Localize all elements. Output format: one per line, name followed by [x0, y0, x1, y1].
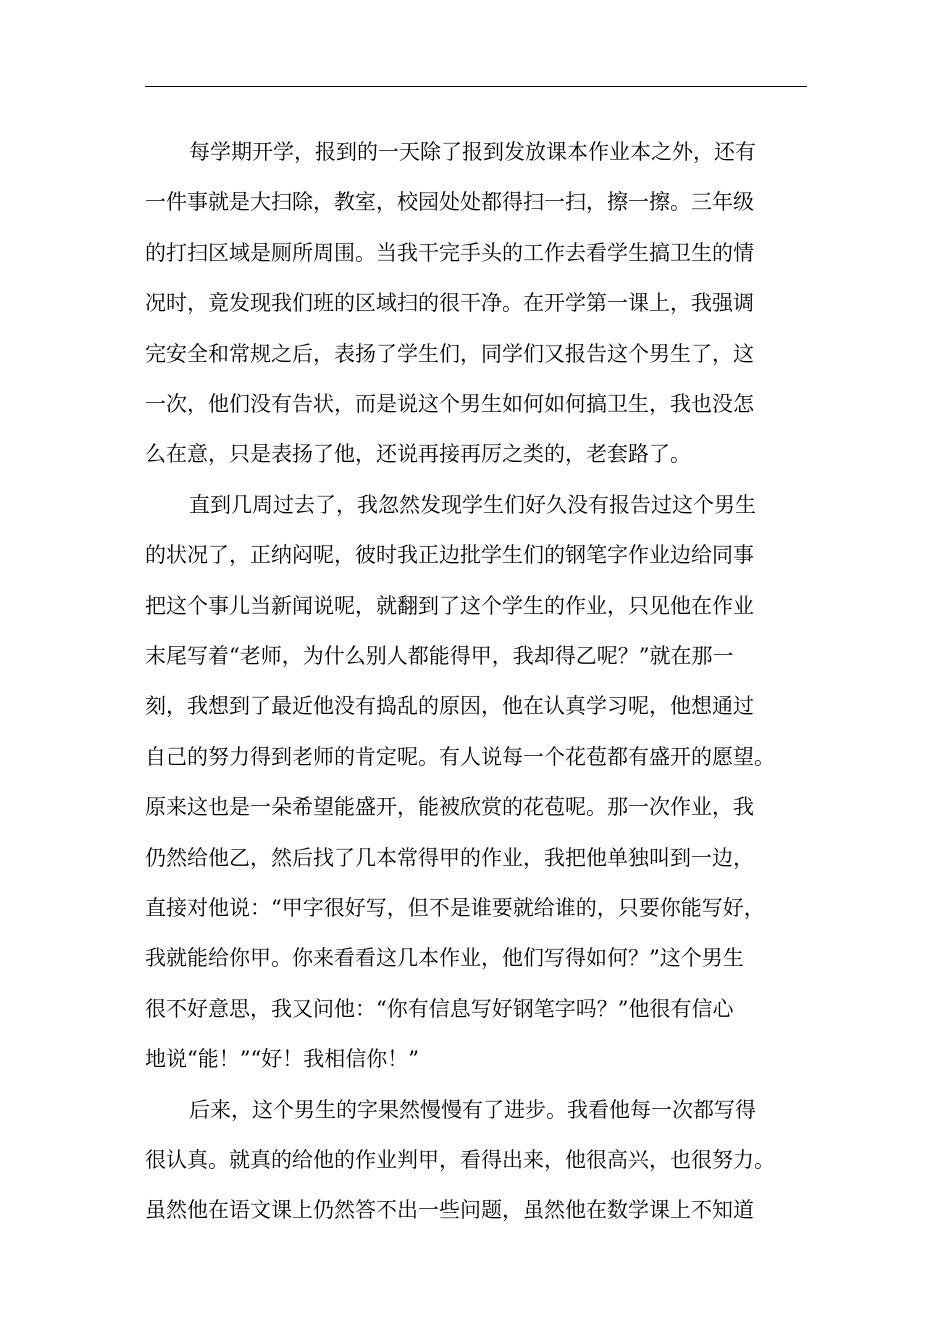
text-line: 一次，他们没有告状，而是说这个男生如何如何搞卫生，我也没怎: [145, 392, 754, 416]
text-line: 仍然给他乙，然后找了几本常得甲的作业，我把他单独叫到一边，: [145, 845, 754, 870]
text-line: 的状况了，正纳闷呢，彼时我正边批学生们的钢笔字作业边给同事: [145, 543, 754, 568]
text-line: 地说“能！”“好！我相信你！”: [145, 1047, 419, 1072]
text-line: 虽然他在语文课上仍然答不出一些问题，虽然他在数学课上不知道: [145, 1198, 754, 1223]
text-line: 一件事就是大扫除，教室，校园处处都得扫一扫，擦一擦。三年级: [145, 190, 754, 215]
text-line: 的打扫区域是厕所周围。当我干完手头的工作去看学生搞卫生的情: [145, 240, 754, 265]
text-line: 后来，这个男生的字果然慢慢有了进步。我看他每一次都写得: [189, 1097, 756, 1122]
header-rule: [145, 86, 807, 87]
text-line: 直到几周过去了，我忽然发现学生们好久没有报告过这个男生: [189, 492, 756, 517]
text-line: 每学期开学，报到的一天除了报到发放课本作业本之外，还有: [189, 140, 756, 164]
text-line: 刻，我想到了最近他没有捣乱的原因，他在认真学习呢，他想通过: [145, 694, 754, 719]
text-line: 原来这也是一朵希望能盛开，能被欣赏的花苞呢。那一次作业，我: [145, 795, 754, 820]
text-line: 完安全和常规之后，表扬了学生们，同学们又报告这个男生了，这: [145, 341, 754, 366]
text-line: 很不好意思，我又问他：“你有信息写好钢笔字吗？”他很有信心: [145, 996, 734, 1021]
text-line: 直接对他说：“甲字很好写，但不是谁要就给谁的，只要你能写好，: [145, 896, 765, 920]
text-line: 把这个事儿当新闻说呢，就翻到了这个学生的作业，只见他在作业: [145, 593, 754, 618]
text-line: 况时，竟发现我们班的区域扫的很干净。在开学第一课上，我强调: [145, 291, 754, 316]
text-line: 我就能给你甲。你来看看这几本作业，他们写得如何？”这个男生: [145, 946, 744, 971]
text-line: 末尾写着“老师，为什么别人都能得甲，我却得乙呢？”就在那一: [145, 644, 734, 668]
text-line: 么在意，只是表扬了他，还说再接再厉之类的，老套路了。: [145, 442, 691, 467]
text-line: 自己的努力得到老师的肯定呢。有人说每一个花苞都有盛开的愿望。: [145, 744, 775, 769]
text-line: 很认真。就真的给他的作业判甲，看得出来，他很高兴，也很努力。: [145, 1148, 775, 1172]
